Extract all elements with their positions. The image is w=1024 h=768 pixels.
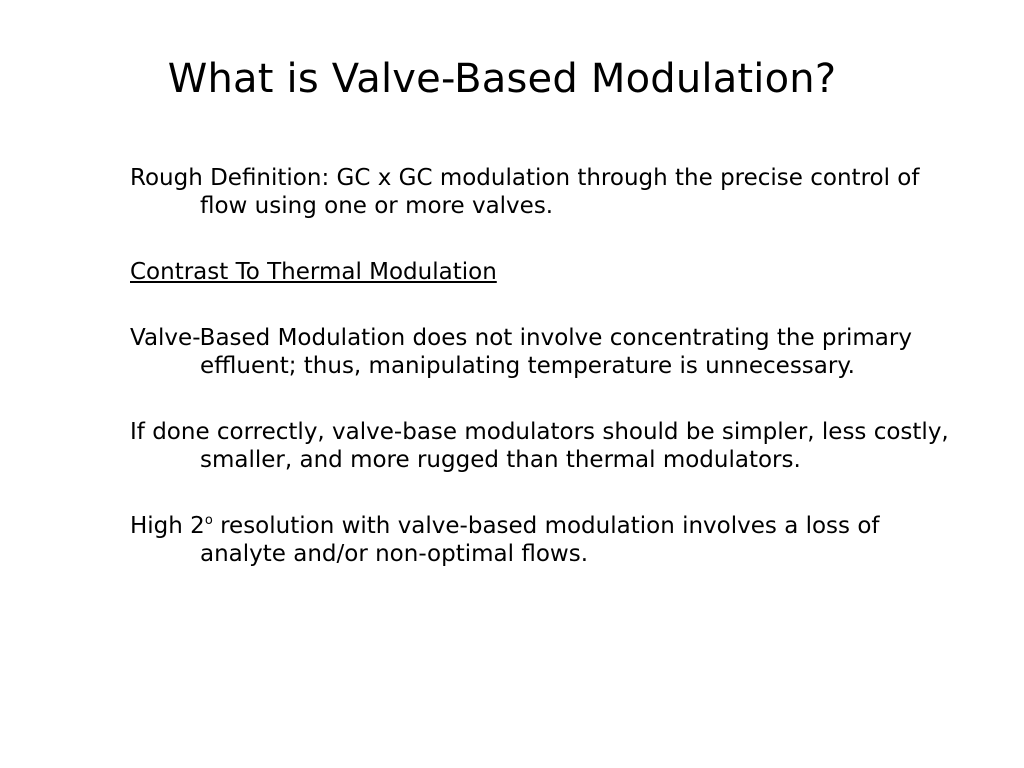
resolution-prefix: High 2 [130,513,205,539]
advantages-paragraph: If done correctly, valve-base modulators should be simpler, less costly, smaller, and more rugged than thermal modulators. [130,419,949,473]
slide-title: What is Valve-Based Modulation? [167,56,837,102]
no-concentration-paragraph: Valve-Based Modulation does not involve concentrating the primary effluent; thus, manipulating temperature is unnecessary. [130,325,912,379]
degree-superscript: o [204,513,213,528]
resolution-suffix: resolution with valve-based modulation involves a loss of analyte and/or non-optimal flows. [200,513,880,567]
definition-paragraph: Rough Definition: GC x GC modulation through the precise control of flow using one or more valves. [130,165,920,219]
resolution-paragraph [130,512,950,568]
contrast-heading: Contrast To Thermal Modulation [130,259,497,285]
slide-body [130,164,950,568]
